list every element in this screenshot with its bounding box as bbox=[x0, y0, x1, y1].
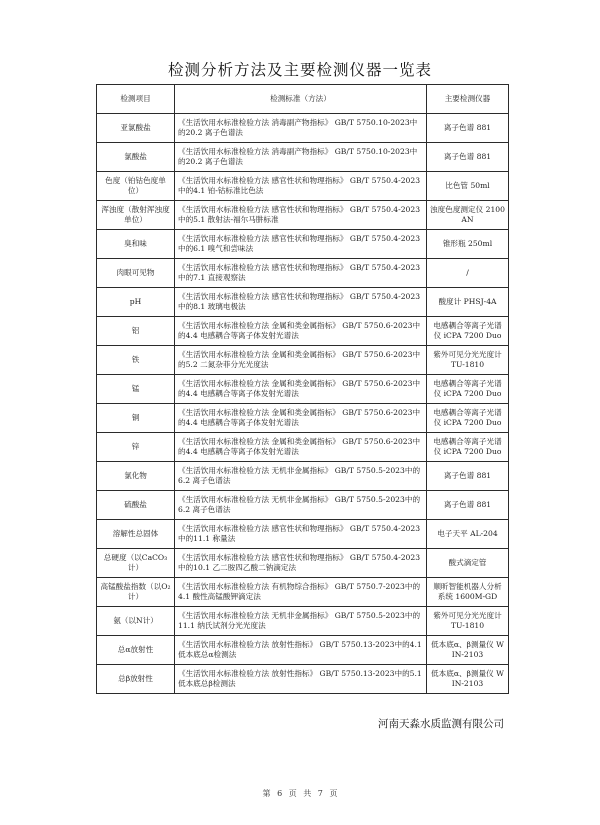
page-number: 第 6 页 共 7 页 bbox=[262, 789, 338, 798]
table-row bbox=[97, 346, 509, 375]
cell-standard: 《生活饮用水标准检验方法 感官性状和物理指标》 GB/T 5750.4-2023中的6.1 嗅气和尝味法 bbox=[175, 230, 427, 259]
cell-item: 总硬度（以CaCO₃计） bbox=[97, 549, 175, 578]
table-row bbox=[97, 491, 509, 520]
header-standard: 检测标准（方法） bbox=[175, 85, 427, 114]
cell-standard: 《生活饮用水标准检验方法 金属和类金属指标》 GB/T 5750.6-2023中的5.2 二氮杂菲分光光度法 bbox=[175, 346, 427, 375]
table-row bbox=[97, 143, 509, 172]
cell-instrument: 比色管 50ml bbox=[427, 172, 509, 201]
cell-item: 锌 bbox=[97, 433, 175, 462]
methods-table bbox=[96, 84, 509, 694]
table-row bbox=[97, 230, 509, 259]
cell-instrument: 离子色谱 881 bbox=[427, 462, 509, 491]
table-row bbox=[97, 288, 509, 317]
cell-instrument: 紫外可见分光光度计 TU-1810 bbox=[427, 346, 509, 375]
cell-instrument: 紫外可见分光光度计 TU-1810 bbox=[427, 607, 509, 636]
table-row bbox=[97, 549, 509, 578]
table-row bbox=[97, 114, 509, 143]
table-row bbox=[97, 259, 509, 288]
cell-item: 锰 bbox=[97, 375, 175, 404]
cell-standard: 《生活饮用水标准检验方法 金属和类金属指标》 GB/T 5750.6-2023中的4.4 电感耦合等离子体发射光谱法 bbox=[175, 317, 427, 346]
table-row bbox=[97, 404, 509, 433]
cell-item: pH bbox=[97, 288, 175, 317]
header-instrument: 主要检测仪器 bbox=[427, 85, 509, 114]
table-row bbox=[97, 201, 509, 230]
cell-item: 铝 bbox=[97, 317, 175, 346]
cell-instrument: 离子色谱 881 bbox=[427, 491, 509, 520]
cell-item: 亚氯酸盐 bbox=[97, 114, 175, 143]
table-row bbox=[97, 172, 509, 201]
cell-instrument: 电感耦合等离子光谱仪 iCPA 7200 Duo bbox=[427, 433, 509, 462]
table-row bbox=[97, 578, 509, 607]
cell-instrument: 顺昕智能机器人分析系统 1600M-GD bbox=[427, 578, 509, 607]
cell-item: 浑浊度（散射浑浊度单位） bbox=[97, 201, 175, 230]
cell-item: 臭和味 bbox=[97, 230, 175, 259]
cell-item: 肉眼可见物 bbox=[97, 259, 175, 288]
table-row bbox=[97, 665, 509, 694]
cell-item: 氯酸盐 bbox=[97, 143, 175, 172]
cell-instrument: 低本底α、β测量仪 WIN-2103 bbox=[427, 636, 509, 665]
cell-standard: 《生活饮用水标准检验方法 金属和类金属指标》 GB/T 5750.6-2023中的4.4 电感耦合等离子体发射光谱法 bbox=[175, 404, 427, 433]
cell-instrument: / bbox=[427, 259, 509, 288]
cell-item: 总β放射性 bbox=[97, 665, 175, 694]
table-row bbox=[97, 462, 509, 491]
cell-standard: 《生活饮用水标准检验方法 消毒副产物指标》 GB/T 5750.10-2023中的20.2 离子色谱法 bbox=[175, 114, 427, 143]
cell-item: 溶解性总固体 bbox=[97, 520, 175, 549]
cell-instrument: 电感耦合等离子光谱仪 iCPA 7200 Duo bbox=[427, 404, 509, 433]
cell-instrument: 电感耦合等离子光谱仪 iCPA 7200 Duo bbox=[427, 317, 509, 346]
cell-instrument: 离子色谱 881 bbox=[427, 114, 509, 143]
cell-standard: 《生活饮用水标准检验方法 感官性状和物理指标》 GB/T 5750.4-2023中的5.1 散射法-福尔马肼标准 bbox=[175, 201, 427, 230]
cell-item: 硫酸盐 bbox=[97, 491, 175, 520]
cell-standard: 《生活饮用水标准检验方法 消毒副产物指标》 GB/T 5750.10-2023中的20.2 离子色谱法 bbox=[175, 143, 427, 172]
table-row bbox=[97, 375, 509, 404]
cell-standard: 《生活饮用水标准检验方法 放射性指标》 GB/T 5750.13-2023中的4.1 低本底总α检测法 bbox=[175, 636, 427, 665]
table-row bbox=[97, 520, 509, 549]
cell-standard: 《生活饮用水标准检验方法 无机非金属指标》 GB/T 5750.5-2023中的11.1 纳氏试剂分光光度法 bbox=[175, 607, 427, 636]
cell-instrument: 锥形瓶 250ml bbox=[427, 230, 509, 259]
cell-standard: 《生活饮用水标准检验方法 金属和类金属指标》 GB/T 5750.6-2023中的4.4 电感耦合等离子体发射光谱法 bbox=[175, 433, 427, 462]
table-row bbox=[97, 636, 509, 665]
cell-standard: 《生活饮用水标准检验方法 感官性状和物理指标》 GB/T 5750.4-2023中的8.1 玻璃电极法 bbox=[175, 288, 427, 317]
cell-item: 高锰酸盐指数（以O₂计） bbox=[97, 578, 175, 607]
cell-instrument: 低本底α、β测量仪 WIN-2103 bbox=[427, 665, 509, 694]
cell-item: 色度（铂钴色度单位） bbox=[97, 172, 175, 201]
cell-item: 氨（以N计） bbox=[97, 607, 175, 636]
cell-standard: 《生活饮用水标准检验方法 感官性状和物理指标》 GB/T 5750.4-2023中的11.1 称量法 bbox=[175, 520, 427, 549]
cell-standard: 《生活饮用水标准检验方法 感官性状和物理指标》 GB/T 5750.4-2023中的7.1 直接观察法 bbox=[175, 259, 427, 288]
cell-item: 氯化物 bbox=[97, 462, 175, 491]
document-title: 检测分析方法及主要检测仪器一览表 bbox=[167, 61, 432, 79]
cell-instrument: 电感耦合等离子光谱仪 iCPA 7200 Duo bbox=[427, 375, 509, 404]
cell-instrument: 电子天平 AL-204 bbox=[427, 520, 509, 549]
cell-standard: 《生活饮用水标准检验方法 金属和类金属指标》 GB/T 5750.6-2023中的4.4 电感耦合等离子体发射光谱法 bbox=[175, 375, 427, 404]
cell-standard: 《生活饮用水标准检验方法 有机物综合指标》 GB/T 5750.7-2023中的4.1 酸性高锰酸钾滴定法 bbox=[175, 578, 427, 607]
cell-standard: 《生活饮用水标准检验方法 放射性指标》 GB/T 5750.13-2023中的5.1 低本底总β检测法 bbox=[175, 665, 427, 694]
cell-standard: 《生活饮用水标准检验方法 感官性状和物理指标》 GB/T 5750.4-2023中的10.1 乙二胺四乙酸二钠滴定法 bbox=[175, 549, 427, 578]
cell-standard: 《生活饮用水标准检验方法 感官性状和物理指标》 GB/T 5750.4-2023中的4.1 铂-钴标准比色法 bbox=[175, 172, 427, 201]
table-row bbox=[97, 607, 509, 636]
cell-item: 总α放射性 bbox=[97, 636, 175, 665]
table-row bbox=[97, 317, 509, 346]
table-header-row bbox=[97, 85, 509, 114]
header-item: 检测项目 bbox=[97, 85, 175, 114]
cell-instrument: 浊度色度测定仪 2100AN bbox=[427, 201, 509, 230]
table-row bbox=[97, 433, 509, 462]
cell-item: 铜 bbox=[97, 404, 175, 433]
cell-instrument: 离子色谱 881 bbox=[427, 143, 509, 172]
cell-item: 铁 bbox=[97, 346, 175, 375]
cell-standard: 《生活饮用水标准检验方法 无机非金属指标》 GB/T 5750.5-2023中的6.2 离子色谱法 bbox=[175, 462, 427, 491]
cell-instrument: 酸度计 PHSJ-4A bbox=[427, 288, 509, 317]
cell-instrument: 酸式滴定管 bbox=[427, 549, 509, 578]
company-name: 河南天淼水质监测有限公司 bbox=[378, 718, 504, 730]
cell-standard: 《生活饮用水标准检验方法 无机非金属指标》 GB/T 5750.5-2023中的6.2 离子色谱法 bbox=[175, 491, 427, 520]
